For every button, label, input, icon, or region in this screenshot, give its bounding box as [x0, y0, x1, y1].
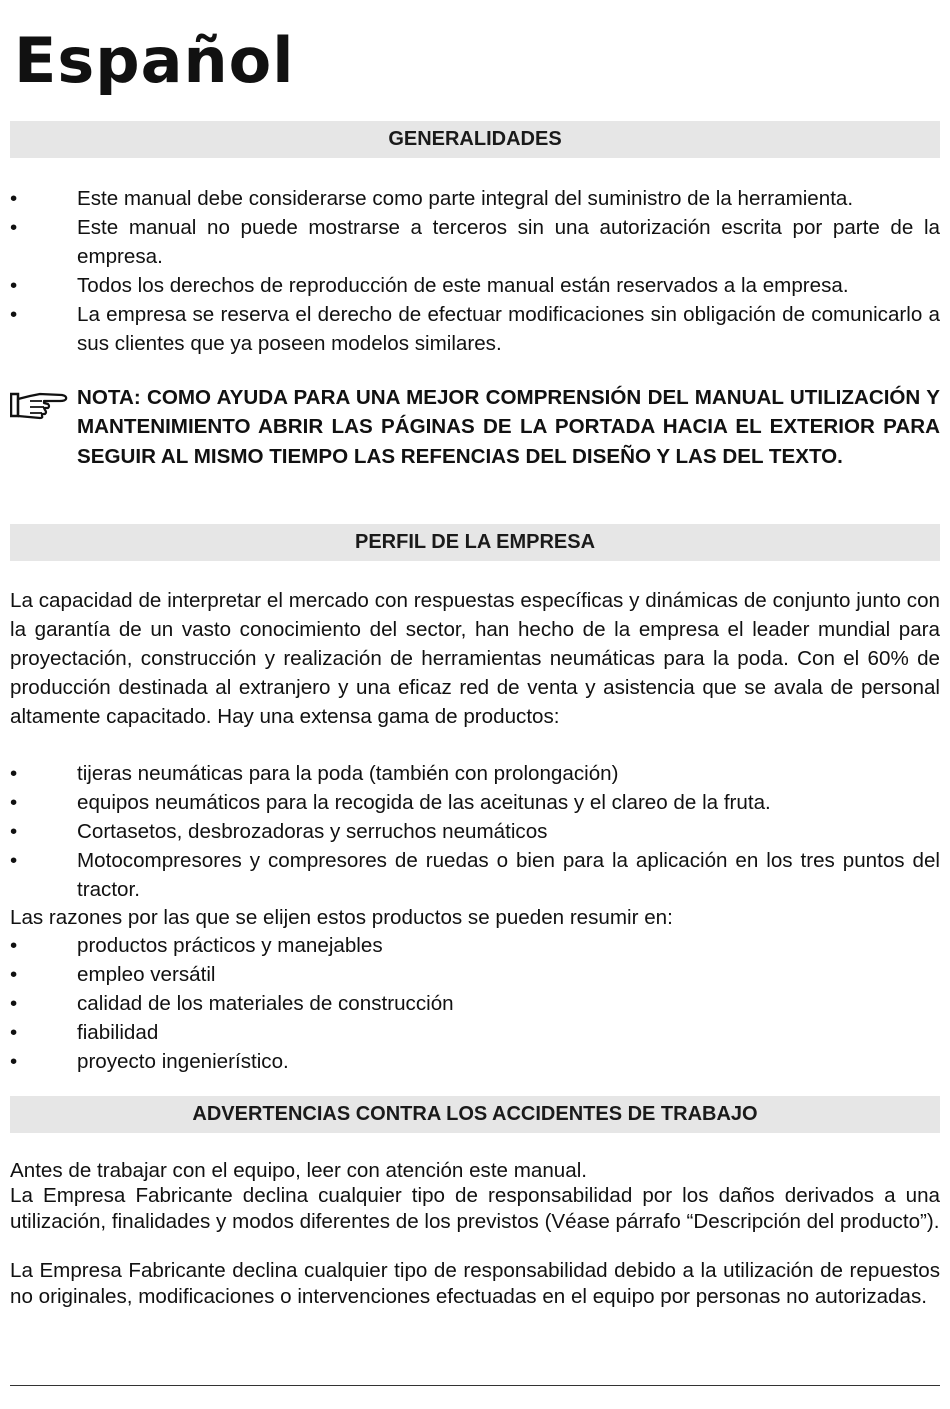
list-item: • empleo versátil — [10, 960, 940, 989]
products-list — [10, 759, 940, 904]
list-item: • Motocompresores y compresores de ruedas o bien para la aplicación en los tres puntos del tractor. — [10, 846, 940, 904]
list-item: • fiabilidad — [10, 1018, 940, 1047]
list-item: • Este manual debe considerarse como parte integral del suministro de la herramienta. — [10, 184, 940, 213]
section-heading-general: GENERALIDADES — [10, 121, 940, 158]
list-item: • Este manual no puede mostrarse a terceros sin una autorización escrita por parte de la empresa. — [10, 213, 940, 271]
reasons-list — [10, 931, 940, 1076]
list-item: • Todos los derechos de reproducción de este manual están reservados a la empresa. — [10, 271, 940, 300]
warning-paragraph: Antes de trabajar con el equipo, leer con atención este manual. — [10, 1159, 587, 1182]
bullet: • — [10, 303, 18, 326]
note-block — [10, 383, 940, 471]
list-item: • Cortasetos, desbrozadoras y serruchos neumáticos — [10, 817, 940, 846]
bullet: • — [10, 762, 18, 785]
list-item: • proyecto ingenierístico. — [10, 1047, 940, 1076]
reasons-intro: Las razones por las que se elijen estos productos se pueden resumir en: — [10, 906, 673, 929]
pointing-hand-icon — [10, 391, 70, 421]
profile-intro: La capacidad de interpretar el mercado con respuestas específicas y dinámicas de conjunto junto con la garantía de un vasto conocimiento del sector, han hecho de la empresa el leader mundial para proyectación, construcción y realización de herramientas neumáticas para la poda. Con el 60% de producción destinada al extranjero y una eficaz red de venta y asistencia que se avala de personal altamente capacitado. Hay una extensa gama de productos: — [10, 589, 940, 728]
section-heading-warnings: ADVERTENCIAS CONTRA LOS ACCIDENTES DE TRABAJO — [10, 1096, 940, 1133]
list-item: • calidad de los materiales de construcción — [10, 989, 940, 1018]
warning-paragraph: La Empresa Fabricante declina cualquier tipo de responsabilidad debido a la utilización de repuestos no originales, modificaciones o intervenciones efectuadas en el equipo por personas no autorizadas. — [10, 1259, 940, 1308]
page-title: Español — [14, 24, 295, 97]
bullet: • — [10, 963, 18, 986]
bullet: • — [10, 1050, 18, 1073]
list-item: • productos prácticos y manejables — [10, 931, 940, 960]
bullet: • — [10, 934, 18, 957]
bottom-divider — [10, 1385, 940, 1386]
section-heading-profile: PERFIL DE LA EMPRESA — [10, 524, 940, 561]
list-item: • La empresa se reserva el derecho de efectuar modificaciones sin obligación de comunicarlo a sus clientes que ya poseen modelos similares. — [10, 300, 940, 358]
list-item: • equipos neumáticos para la recogida de las aceitunas y el clareo de la fruta. — [10, 788, 940, 817]
bullet: • — [10, 187, 18, 210]
warning-paragraph: La Empresa Fabricante declina cualquier tipo de responsabilidad por los daños derivados a una utilización, finalidades y modos diferentes de los previstos (Véase párrafo “Descripción del producto”). — [10, 1184, 940, 1233]
bullet: • — [10, 216, 18, 239]
bullet: • — [10, 820, 18, 843]
bullet: • — [10, 791, 18, 814]
bullet: • — [10, 992, 18, 1015]
general-bullet-list — [10, 184, 940, 358]
bullet: • — [10, 274, 18, 297]
bullet: • — [10, 1021, 18, 1044]
note-text: NOTA: COMO AYUDA PARA UNA MEJOR COMPRENSIÓN DEL MANUAL UTILIZACIÓN Y MANTENIMIENTO ABRIR LAS PÁGINAS DE LA PORTADA HACIA EL EXTERIOR PARA SEGUIR AL MISMO TIEMPO LAS REFENCIAS DEL DISEÑO Y LAS DEL TEXTO. — [77, 386, 940, 468]
bullet: • — [10, 849, 18, 872]
list-item: • tijeras neumáticas para la poda (también con prolongación) — [10, 759, 940, 788]
